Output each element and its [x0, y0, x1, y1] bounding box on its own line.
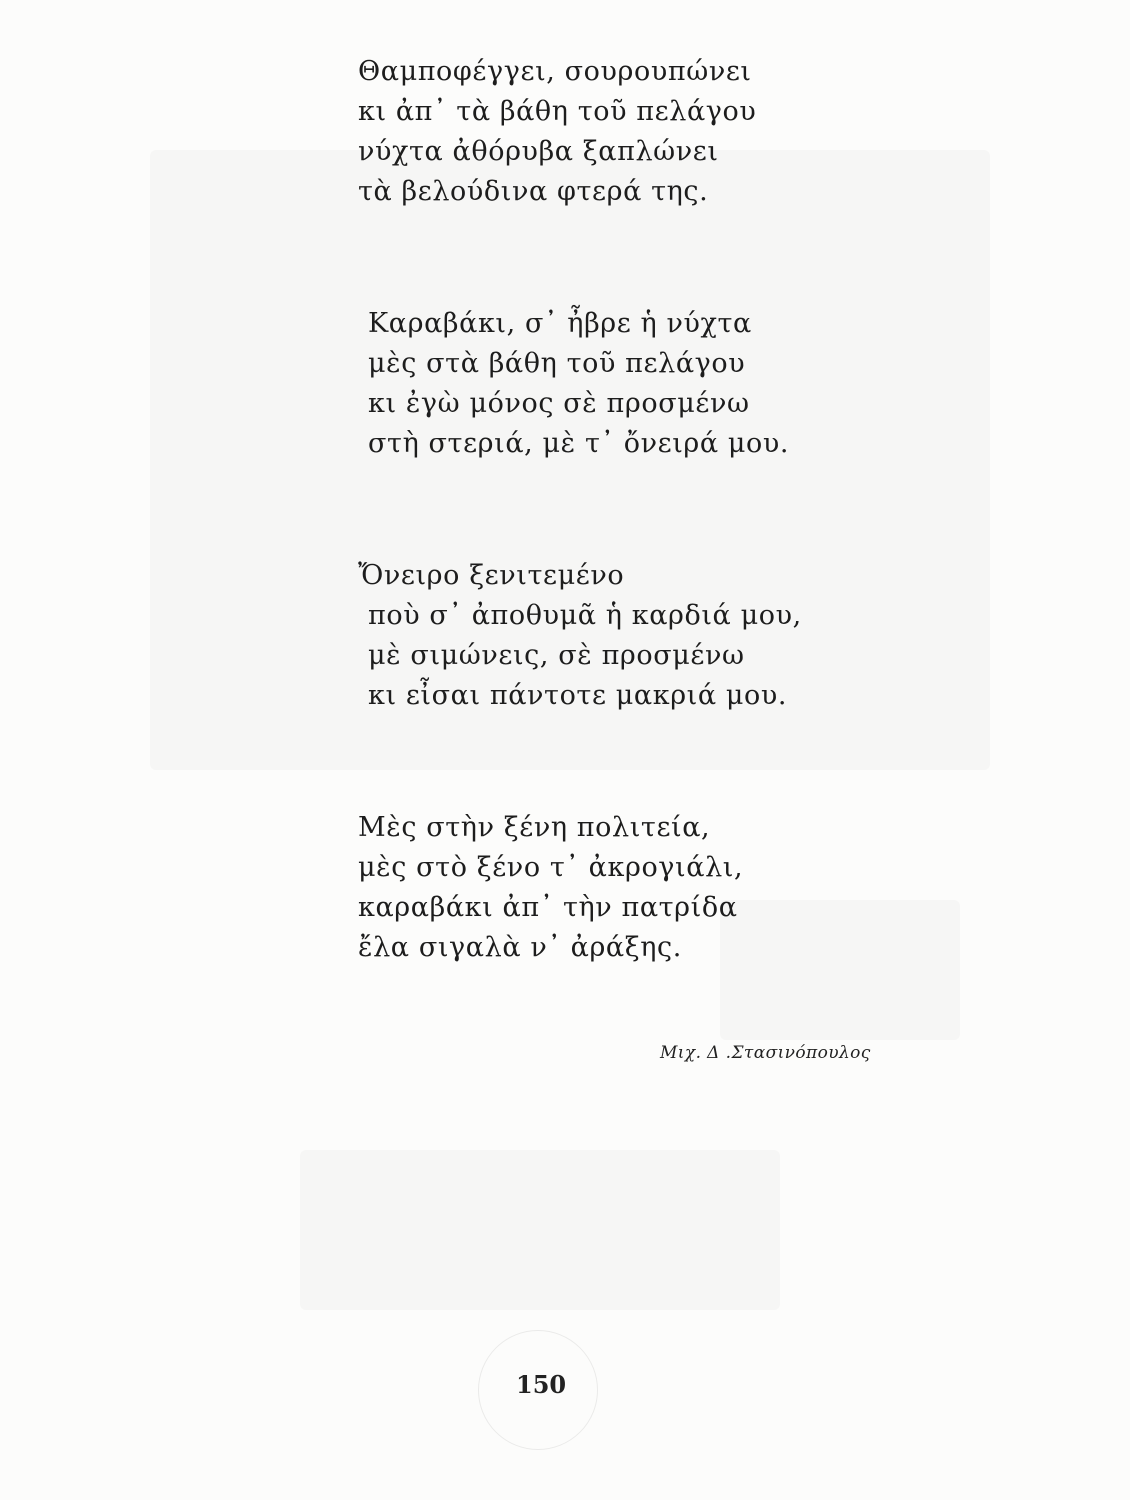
stanza-1	[358, 52, 918, 212]
poem-line: κι εἶσαι πάντοτε μακριά μου.	[368, 680, 788, 711]
poem-line: μὲ σιμώνεις, σὲ προσμένω	[368, 640, 745, 671]
poem-line: ποὺ σ᾽ ἀποθυμᾶ ἡ καρδιά μου,	[368, 600, 802, 631]
poem-line: Ὄνειρο ξενιτεμένο	[358, 560, 625, 591]
page-number: 150	[516, 1370, 567, 1399]
poem-line: Καραβάκι, σ᾽ ἦβρε ἡ νύχτα	[368, 308, 752, 339]
poem-line: τὰ βελούδινα φτερά της.	[358, 176, 709, 207]
poem-line: Θαμποφέγγει, σουρουπώνει	[358, 56, 752, 87]
poem-line: καραβάκι ἀπ᾽ τὴν πατρίδα	[358, 892, 738, 923]
stanza-2	[358, 304, 918, 464]
poem-line: νύχτα ἀθόρυβα ξαπλώνει	[358, 136, 719, 167]
poem-line: μὲς στὰ βάθη τοῦ πελάγου	[368, 348, 746, 379]
author-signature: Μιχ. Δ .Στασινόπουλος	[660, 1043, 871, 1063]
stanza-3	[358, 556, 918, 716]
stanza-4	[358, 808, 918, 968]
poem-line: κι ἐγὼ μόνος σὲ προσμένω	[368, 388, 750, 419]
poem-line: μὲς στὸ ξένο τ᾽ ἀκρογιάλι,	[358, 852, 744, 883]
poem-line: Μὲς στὴν ξένη πολιτεία,	[358, 812, 711, 843]
show-through-shadow	[300, 1150, 780, 1310]
poem-line: κι ἀπ᾽ τὰ βάθη τοῦ πελάγου	[358, 96, 757, 127]
poem	[358, 52, 918, 968]
poem-line: στὴ στεριά, μὲ τ᾽ ὄνειρά μου.	[368, 428, 790, 459]
poem-line: ἔλα σιγαλὰ ν᾽ ἀράξης.	[358, 932, 682, 963]
